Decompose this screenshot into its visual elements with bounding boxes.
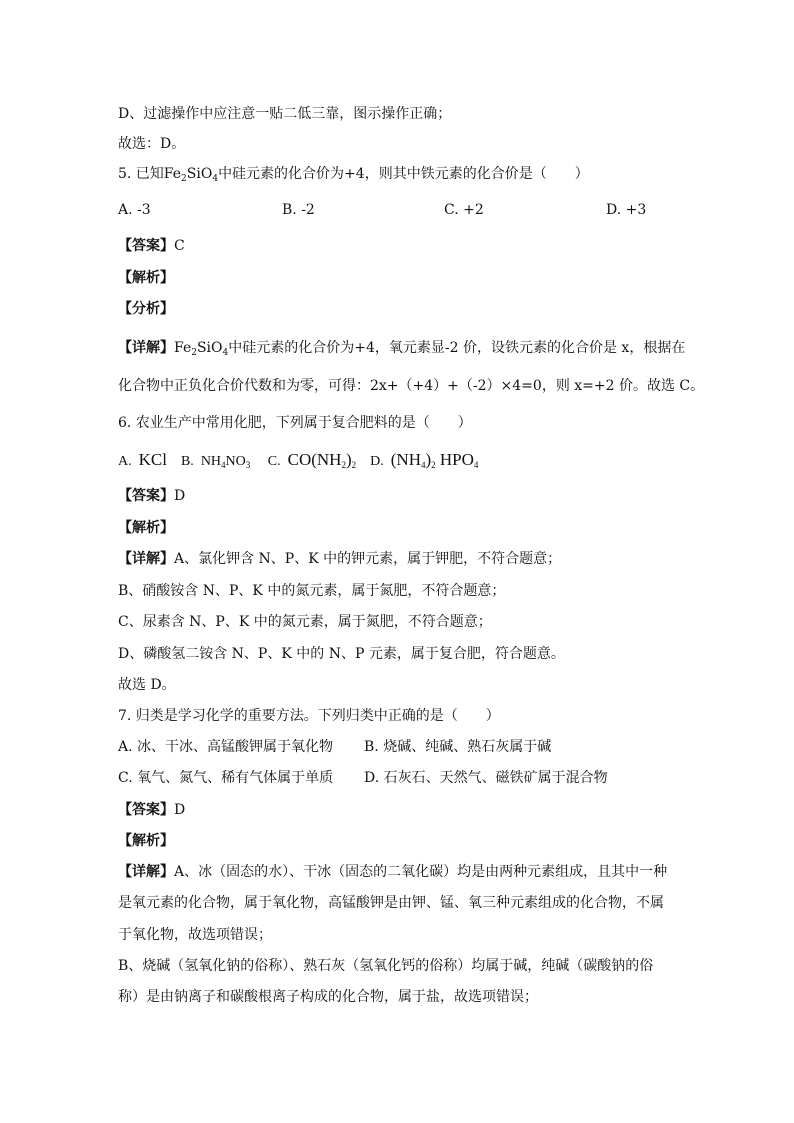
q6-answer xyxy=(118,486,185,506)
q5-option-a: A. -3 xyxy=(118,202,151,218)
q6-option-b-s1: 4 xyxy=(221,460,226,470)
q6-option-c-s1: 2 xyxy=(341,460,346,470)
q6-option-b-f1: NH xyxy=(200,454,222,469)
q5-option-b: B. -2 xyxy=(282,202,315,218)
q5-detail-line1-rest: 中硅元素的化合价为+4，氧元素显-2 价，设铁元素的化合价是 x，根据在 xyxy=(228,340,686,356)
q6-detail-b: B、硝酸铵含 N、P、K 中的氮元素，属于氮肥，不符合题意； xyxy=(118,583,506,599)
q7-detail-label: 【详解】 xyxy=(118,864,174,880)
q7-answer xyxy=(118,800,185,820)
q4-conclusion: 故选：D。 xyxy=(118,136,186,152)
q6-option-b-s2: 3 xyxy=(245,460,251,470)
q5-fenxi-label: 【分析】 xyxy=(118,301,174,317)
q6-detail-c: C、尿素含 N、P、K 中的氮元素，属于氮肥，不符合题意； xyxy=(118,614,492,630)
q6-option-d-formula xyxy=(391,450,479,469)
q6-answer-label: 【答案】 xyxy=(118,488,174,504)
q5-detail-label: 【详解】 xyxy=(118,340,174,356)
q5-detail-f2-sub: 4 xyxy=(222,348,229,358)
q5-detail-f1: Fe xyxy=(174,340,192,356)
q5-detail-line2: 化合物中正负化合价代数和为零，可得：2x+（+4）+（-2）×4=0，则 x=+2 价。故选 C。 xyxy=(118,378,705,394)
q6-detail-a-text: A、氯化钾含 N、P、K 中的钾元素，属于钾肥，不符合题意； xyxy=(174,551,562,567)
q6-option-b-letter: B. xyxy=(180,454,194,469)
q5-option-d: D. +3 xyxy=(606,202,647,218)
q5-option-c: C. +2 xyxy=(444,202,484,218)
q6-option-b-f2: NO xyxy=(225,454,246,469)
q5-detail-line1 xyxy=(118,338,685,358)
q6-option-c-f2: ) xyxy=(345,450,352,469)
q6-option-c-formula xyxy=(288,450,357,469)
q6-option-d-s1: 4 xyxy=(420,460,426,470)
q6-option-c-f1: CO(NH xyxy=(287,450,342,469)
q6-option-a-letter: A. xyxy=(118,454,132,469)
q7-stem: 7. 归类是学习化学的重要方法。下列归类中正确的是（ ） xyxy=(118,708,500,724)
q7-answer-value: D xyxy=(174,802,186,818)
q6-option-d-s3: 4 xyxy=(473,460,479,470)
q6-option-c-letter: C. xyxy=(267,454,281,469)
q6-option-c-s2: 2 xyxy=(351,460,357,470)
q5-stem-mid: SiO xyxy=(186,166,213,182)
q6-option-a-formula: KCl xyxy=(138,450,167,469)
q5-stem-post: 中硅元素的化合价为+4，则其中铁元素的化合价是（ ） xyxy=(218,166,589,182)
q6-detail-label: 【详解】 xyxy=(118,551,174,567)
q6-option-b-formula xyxy=(201,454,250,469)
q4-option-d-explanation: D、过滤操作中应注意一贴二低三靠，图示操作正确； xyxy=(118,106,452,122)
q7-answer-label: 【答案】 xyxy=(118,802,174,818)
q5-detail-f2: SiO xyxy=(196,340,223,356)
q6-stem: 6. 农业生产中常用化肥，下列属于复合肥料的是（ ） xyxy=(118,415,472,431)
q6-option-d-f2: ) xyxy=(425,450,432,469)
q6-analysis-label: 【解析】 xyxy=(118,520,174,536)
q5-stem xyxy=(118,164,589,184)
q7-detail-a-line2: 是氧元素的化合物，属于氧化物，高锰酸钾是由钾、锰、氧三种元素组成的化合物，不属 xyxy=(118,895,664,911)
q5-stem-sub2: 4 xyxy=(212,174,219,184)
q7-detail-a-line1 xyxy=(118,862,667,882)
q6-option-d-f1: (NH xyxy=(390,450,421,469)
q5-stem-pre: 5. 已知Fe xyxy=(118,166,182,182)
q5-detail-f1-sub: 2 xyxy=(191,348,197,358)
q7-option-c: C. 氧气、氮气、稀有气体属于单质 xyxy=(118,770,334,786)
q7-option-d: D. 石灰石、天然气、磁铁矿属于混合物 xyxy=(364,770,608,786)
q5-analysis-label: 【解析】 xyxy=(118,270,174,286)
q7-option-b: B. 烧碱、纯碱、熟石灰属于碱 xyxy=(364,739,552,755)
q5-answer-label: 【答案】 xyxy=(118,238,174,254)
q7-detail-a-line3: 于氧化物，故选项错误； xyxy=(118,927,272,943)
q6-options xyxy=(118,450,478,472)
q5-answer xyxy=(118,236,185,256)
q7-analysis-label: 【解析】 xyxy=(118,833,174,849)
q7-option-a: A. 冰、干冰、高锰酸钾属于氧化物 xyxy=(118,739,334,755)
q6-option-d-letter: D. xyxy=(370,454,384,469)
q5-answer-value: C xyxy=(174,238,185,254)
q6-detail-d: D、磷酸氢二铵含 N、P、K 中的 N、P 元素，属于复合肥，符合题意。 xyxy=(118,646,565,662)
q6-option-d-f3: HPO xyxy=(439,450,474,469)
q7-detail-b-line2: 称）是由钠离子和碳酸根离子构成的化合物，属于盐，故选项错误； xyxy=(118,989,538,1005)
q6-option-d-s2: 2 xyxy=(431,460,436,470)
q7-detail-a1-text: A、冰（固态的水）、干冰（固态的二氧化碳）均是由两种元素组成，且其中一种 xyxy=(174,864,668,880)
q6-conclusion: 故选 D。 xyxy=(118,677,176,693)
q5-stem-sub1: 2 xyxy=(181,174,187,184)
q7-detail-b-line1: B、烧碱（氢氧化钠的俗称）、熟石灰（氢氧化钙的俗称）均属于碱，纯碱（碳酸钠的俗 xyxy=(118,958,654,974)
q6-detail-a xyxy=(118,549,561,569)
q6-answer-value: D xyxy=(174,488,186,504)
